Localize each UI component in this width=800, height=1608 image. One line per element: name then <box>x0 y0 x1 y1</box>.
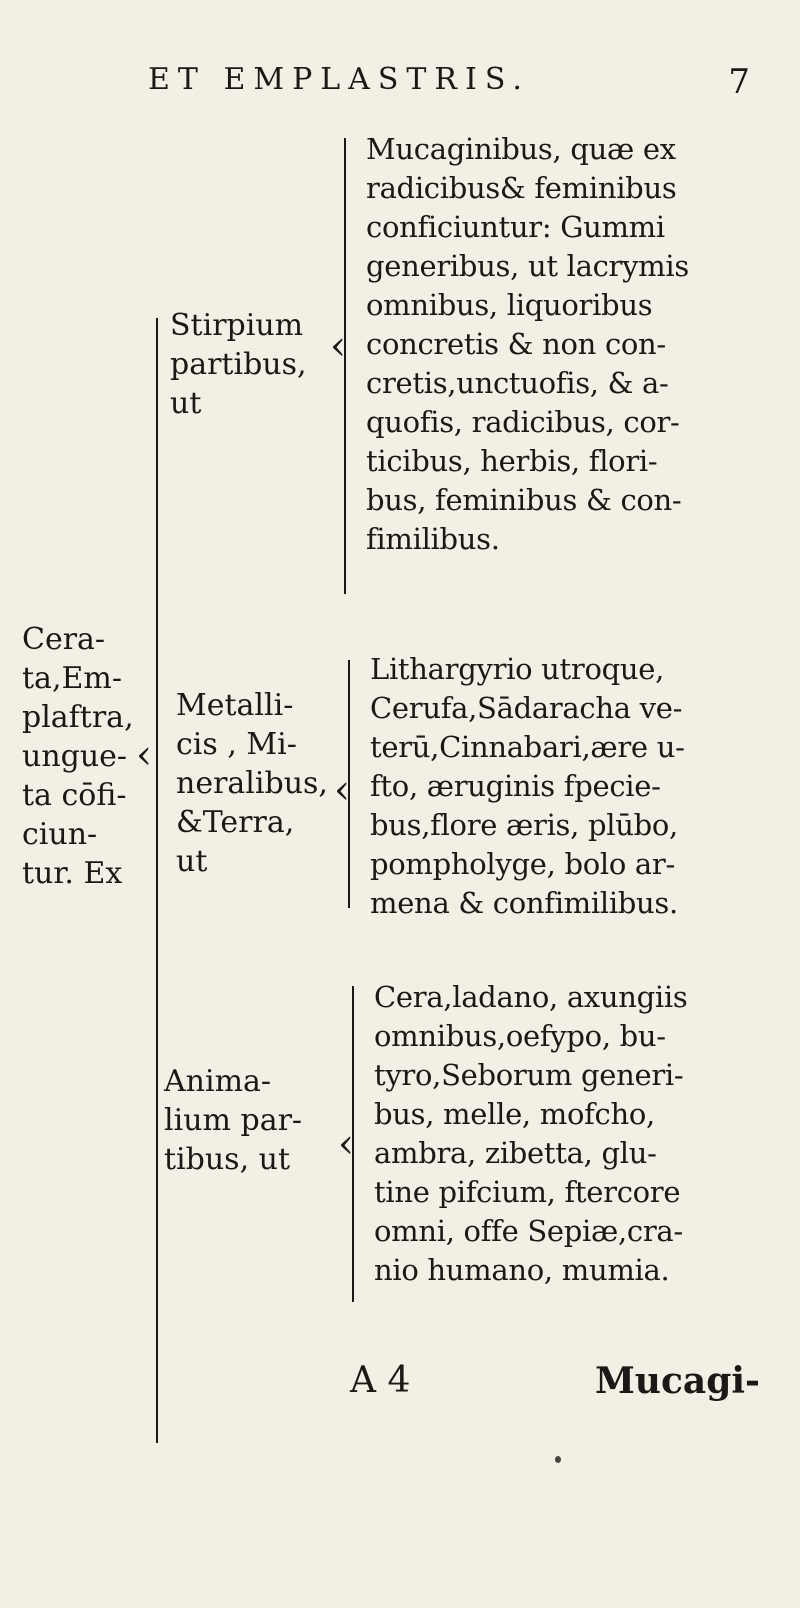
content-line: concretis & non con- <box>366 327 666 361</box>
content-line: omnibus,oefypo, bu- <box>374 1019 666 1053</box>
section-label-animalium <box>164 1062 302 1179</box>
main-heading-line: ta cōfi- <box>22 778 127 813</box>
section-content-stirpium <box>366 130 689 559</box>
content-line: fto, æruginis fpecie- <box>370 769 661 803</box>
content-line: pompholyge, bolo ar- <box>370 847 675 881</box>
main-heading <box>22 620 134 893</box>
content-line: ticibus, herbis, flori- <box>366 444 658 478</box>
catchword: Mucagi- <box>594 1360 760 1402</box>
main-heading-line: tur. Ex <box>22 856 123 891</box>
content-line: conficiuntur: Gummi <box>366 210 665 244</box>
content-line: bus, melle, mofcho, <box>374 1097 655 1131</box>
running-title: ET EMPLASTRIS. <box>148 62 530 97</box>
content-line: cretis,unctuofis, & a- <box>366 366 669 400</box>
section-label-line: neralibus, <box>176 766 328 801</box>
content-line: Cera,ladano, axungiis <box>374 980 688 1014</box>
section-label-line: &Terra, <box>176 805 295 840</box>
section-label-line: Stirpium <box>170 308 304 343</box>
metallicis-brace-point: ‹ <box>334 767 350 813</box>
main-heading-line: plaftra, <box>22 700 134 735</box>
section-content-metallicis <box>370 650 685 923</box>
content-line: Lithargyrio utroque, <box>370 652 665 686</box>
content-line: Mucaginibus, quæ ex <box>366 132 676 166</box>
content-line: tine pifcium, ftercore <box>374 1175 681 1209</box>
content-line: omnibus, liquoribus <box>366 288 653 322</box>
content-line: omni, offe Sepiæ,cra- <box>374 1214 683 1248</box>
animalium-brace-point: ‹ <box>338 1121 354 1167</box>
content-line: bus, feminibus & con- <box>366 483 682 517</box>
section-label-metallicis <box>176 686 328 881</box>
page-number: 7 <box>728 62 750 102</box>
section-label-stirpium <box>170 306 307 423</box>
section-label-line: partibus, <box>170 347 307 382</box>
section-label-line: Anima- <box>164 1064 272 1099</box>
content-line: bus,flore æris, plūbo, <box>370 808 678 842</box>
page-footer <box>350 1360 760 1410</box>
main-brace <box>156 318 158 1443</box>
content-line: nio humano, mumia. <box>374 1253 670 1287</box>
signature-mark: A 4 <box>350 1360 411 1401</box>
main-heading-line: Cera- <box>22 622 106 657</box>
content-line: radicibus& feminibus <box>366 171 677 205</box>
main-heading-line: ciun- <box>22 817 98 852</box>
content-line: Cerufa,Sādaracha ve- <box>370 691 683 725</box>
content-line: mena & confimilibus. <box>370 886 678 920</box>
ink-speck <box>555 1456 561 1463</box>
main-heading-line: ta,Em- <box>22 661 122 696</box>
content-line: ambra, zibetta, glu- <box>374 1136 657 1170</box>
content-line: quofis, radicibus, cor- <box>366 405 680 439</box>
section-content-animalium <box>374 978 687 1290</box>
section-label-line: cis , Mi- <box>176 727 297 762</box>
section-label-line: Metalli- <box>176 688 294 723</box>
section-label-line: tibus, ut <box>164 1142 291 1177</box>
page-header <box>140 62 760 106</box>
main-heading-line: ungue- <box>22 739 128 774</box>
section-label-line: ut <box>176 844 208 879</box>
content-line: generibus, ut lacrymis <box>366 249 689 283</box>
content-line: fimilibus. <box>366 522 500 556</box>
main-brace-point: ‹ <box>136 732 152 778</box>
section-label-line: lium par- <box>164 1103 303 1138</box>
content-line: terū,Cinnabari,ære u- <box>370 730 685 764</box>
content-line: tyro,Seborum generi- <box>374 1058 684 1092</box>
section-label-line: ut <box>170 386 202 421</box>
stirpium-brace-point: ‹ <box>330 323 346 369</box>
